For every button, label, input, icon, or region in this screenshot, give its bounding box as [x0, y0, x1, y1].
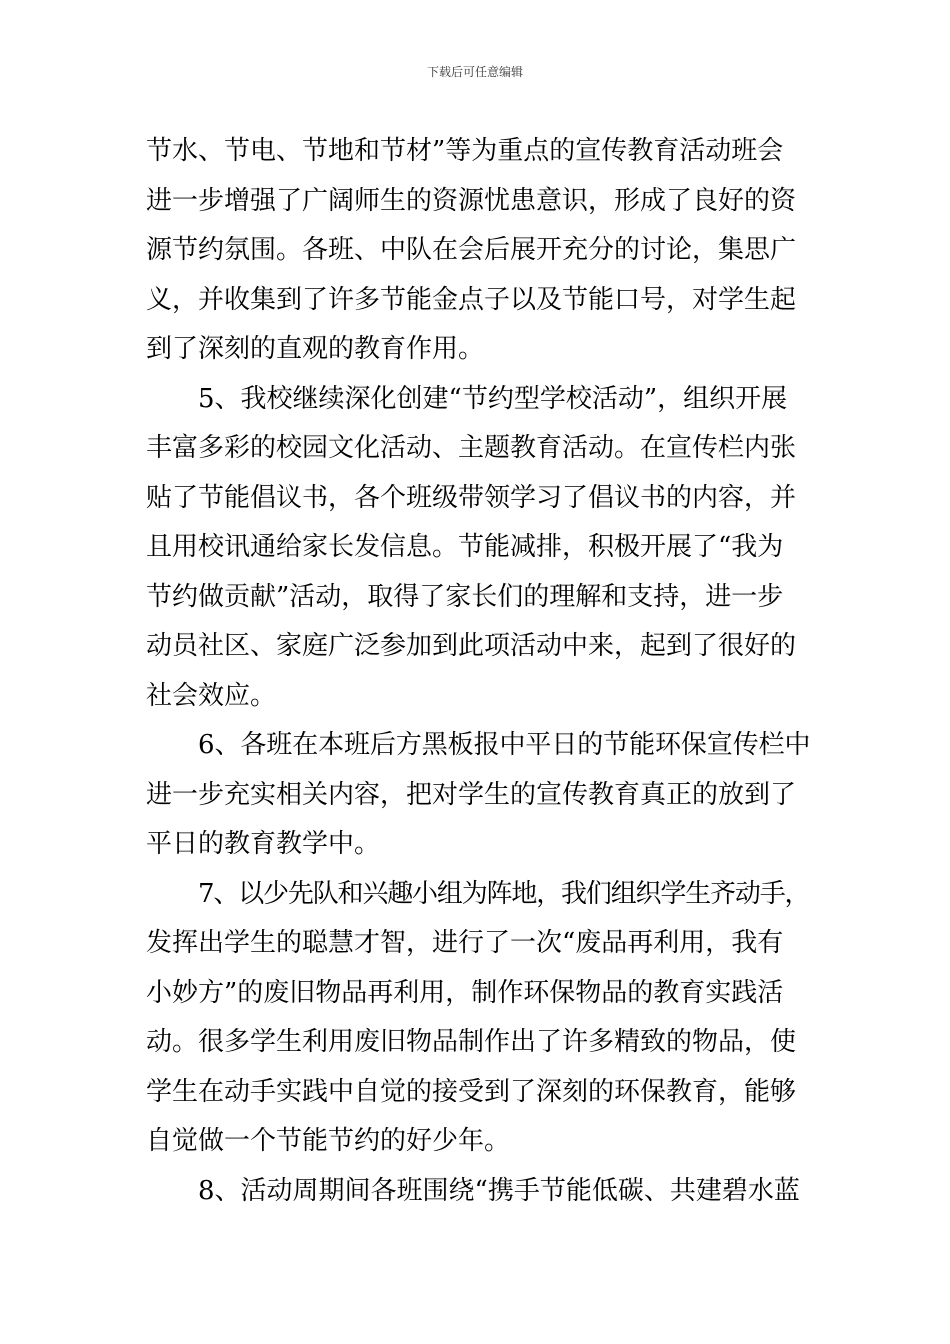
page-header: 下载后可任意编辑: [426, 65, 523, 79]
text-line: 丰富多彩的校园文化活动、主题教育活动。在宣传栏内张: [146, 433, 797, 463]
text-line: 进一步增强了广阔师生的资源忧患意识，形成了良好的资: [146, 185, 797, 216]
text-line: 小妙方”的废旧物品再利用，制作环保物品的教育实践活: [146, 977, 784, 1008]
text-line: 平日的教育教学中。: [146, 829, 381, 859]
text-line: 动。很多学生利用废旧物品制作出了许多精致的物品，使: [146, 1027, 797, 1057]
text-line: 源节约氛围。各班、中队在会后展开充分的讨论，集思广: [146, 235, 797, 265]
text-line: 节水、节电、节地和节材”等为重点的宣传教育活动班会: [146, 136, 784, 166]
text-line: 进一步充实相关内容，把对学生的宣传教育真正的放到了: [146, 779, 797, 810]
text-line: 且用校讯通给家长发信息。节能减排，积极开展了“我为: [146, 532, 784, 562]
document-body: [146, 127, 811, 1216]
text-line: 7、以少先队和兴趣小组为阵地，我们组织学生齐动手，: [198, 878, 810, 909]
text-line: 6、各班在本班后方黑板报中平日的节能环保宣传栏中: [198, 730, 811, 760]
text-line: 学生在动手实践中自觉的接受到了深刻的环保教育，能够: [146, 1076, 797, 1107]
text-line: 到了深刻的直观的教育作用。: [146, 334, 485, 364]
text-line: 贴了节能倡议书，各个班级带领学习了倡议书的内容，并: [146, 482, 797, 513]
text-line: 义，并收集到了许多节能金点子以及节能口号，对学生起: [146, 284, 797, 315]
text-line: 动员社区、家庭广泛参加到此项活动中来，起到了很好的: [146, 631, 797, 661]
text-line: 5、我校继续深化创建“节约型学校活动”，组织开展: [198, 383, 788, 414]
text-line: 节约做贡献”活动，取得了家长们的理解和支持，进一步: [146, 581, 784, 612]
text-line: 社会效应。: [146, 680, 277, 711]
text-line: 8、活动周期间各班围绕“携手节能低碳、共建碧水蓝: [198, 1175, 800, 1206]
text-line: 自觉做一个节能节约的好少年。: [146, 1126, 511, 1156]
text-line: 发挥出学生的聪慧才智，进行了一次“废品再利用，我有: [146, 928, 784, 958]
